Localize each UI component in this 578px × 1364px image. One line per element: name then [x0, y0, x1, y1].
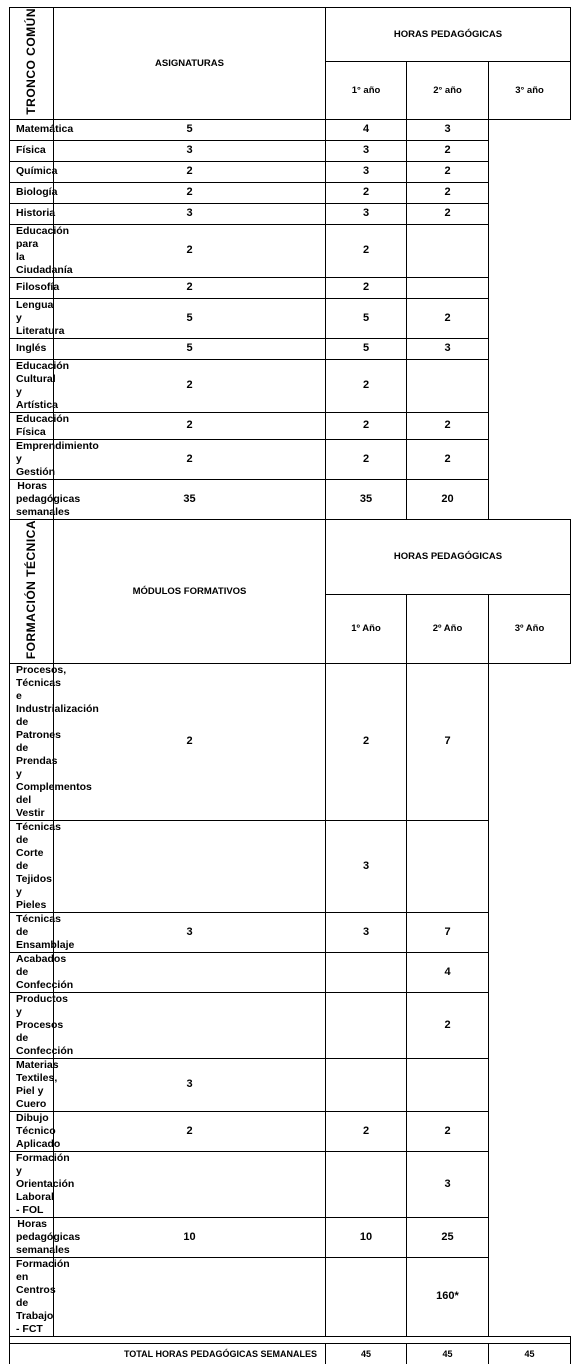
hours-value	[54, 992, 326, 1058]
hours-value	[407, 820, 489, 912]
year-header: 1° año	[326, 62, 407, 119]
hours-value: 5	[54, 119, 326, 140]
tronco-subject-rows	[10, 119, 571, 479]
hours-value: 2	[326, 277, 407, 298]
hours-value	[407, 224, 489, 277]
modules-header: MÓDULOS FORMATIVOS	[54, 519, 326, 663]
hours-value	[407, 277, 489, 298]
hours-value	[407, 1058, 489, 1111]
hours-value: 2	[54, 663, 326, 820]
hours-value: 3	[54, 912, 326, 952]
subject-name: Productos y Procesos de Confección	[10, 992, 54, 1058]
subject-name: Filosofía	[10, 277, 54, 298]
tronco-total-row	[10, 479, 571, 519]
tronco-total-label: Horas pedagógicas semanales	[10, 479, 54, 519]
tronco-side-label: TRONCO COMÚN	[24, 8, 38, 115]
tecnica-total-value: 10	[54, 1217, 326, 1257]
fct-label: Formación en Centros de Trabajo - FCT	[10, 1257, 54, 1336]
hours-value: 5	[326, 298, 407, 338]
table-row	[10, 663, 571, 820]
tronco-total-value: 35	[54, 479, 326, 519]
hours-value: 2	[407, 182, 489, 203]
hours-value: 2	[326, 1111, 407, 1151]
subject-name: Inglés	[10, 338, 54, 359]
hours-value: 3	[326, 161, 407, 182]
table-row	[10, 140, 571, 161]
subject-name: Educación Cultural y Artística	[10, 359, 54, 412]
table-row	[10, 820, 571, 912]
fct-value	[54, 1257, 326, 1336]
tecnica-side-label: FORMACIÓN TÉCNICA	[24, 519, 38, 659]
tecnica-module-rows	[10, 663, 571, 1217]
subject-name: Educación para la Ciudadanía	[10, 224, 54, 277]
subject-name: Física	[10, 140, 54, 161]
hours-value: 2	[54, 359, 326, 412]
year-header: 3° año	[489, 62, 571, 119]
subject-name: Biología	[10, 182, 54, 203]
hours-value: 2	[407, 992, 489, 1058]
table-row	[10, 439, 571, 479]
hours-value	[326, 1151, 407, 1217]
hours-value: 2	[326, 182, 407, 203]
hours-value	[326, 992, 407, 1058]
table-row	[10, 952, 571, 992]
subject-name: Lengua y Literatura	[10, 298, 54, 338]
tecnica-total-row	[10, 1217, 571, 1257]
tronco-total-value: 35	[326, 479, 407, 519]
subject-name: Técnicas de Ensamblaje	[10, 912, 54, 952]
hours-value: 2	[407, 298, 489, 338]
fct-row	[10, 1257, 571, 1336]
hours-value: 7	[407, 912, 489, 952]
subject-name: Educación Física	[10, 412, 54, 439]
table-row	[10, 1058, 571, 1111]
hours-value: 2	[54, 277, 326, 298]
table-row	[10, 119, 571, 140]
subject-name: Técnicas de Corte de Tejidos y Pieles	[10, 820, 54, 912]
hours-value: 2	[407, 412, 489, 439]
tecnica-side-cell	[10, 519, 54, 663]
hours-value: 2	[326, 663, 407, 820]
spacer-row	[10, 1336, 571, 1343]
fct-value	[326, 1257, 407, 1336]
hours-value: 3	[407, 338, 489, 359]
hours-value: 2	[54, 439, 326, 479]
table-row	[10, 359, 571, 412]
hours-value: 3	[326, 912, 407, 952]
hours-value: 3	[407, 1151, 489, 1217]
table-row	[10, 203, 571, 224]
hours-value: 2	[54, 161, 326, 182]
hours-value: 5	[54, 298, 326, 338]
tronco-side-cell	[10, 8, 54, 120]
hours-value: 2	[54, 412, 326, 439]
hours-value: 4	[407, 952, 489, 992]
hours-value: 3	[326, 140, 407, 161]
hours-value: 5	[326, 338, 407, 359]
hours-value: 7	[407, 663, 489, 820]
table-row	[10, 161, 571, 182]
hours-value	[326, 952, 407, 992]
table-row	[10, 277, 571, 298]
hours-value: 3	[54, 1058, 326, 1111]
subject-name: Acabados de Confección	[10, 952, 54, 992]
hours-value: 2	[326, 412, 407, 439]
table-row	[10, 182, 571, 203]
hours-value: 3	[54, 140, 326, 161]
year-header: 3º Año	[489, 595, 571, 664]
grand-total-value: 45	[326, 1343, 407, 1364]
hours-value: 2	[326, 359, 407, 412]
hours-value: 4	[326, 119, 407, 140]
hours-value	[54, 952, 326, 992]
hours-value: 2	[407, 140, 489, 161]
table-row	[10, 912, 571, 952]
tronco-total-value: 20	[407, 479, 489, 519]
hours-value	[54, 1151, 326, 1217]
subject-name: Dibujo Técnico Aplicado	[10, 1111, 54, 1151]
table-row	[10, 992, 571, 1058]
curriculum-table	[9, 7, 571, 1364]
fct-value: 160*	[407, 1257, 489, 1336]
hours-value: 2	[54, 182, 326, 203]
grand-total-label: TOTAL HORAS PEDAGÓGICAS SEMANALES	[10, 1343, 326, 1364]
hours-value	[54, 820, 326, 912]
hours-value: 5	[54, 338, 326, 359]
subject-name: Materias Textiles, Piel y Cuero	[10, 1058, 54, 1111]
hours-value: 3	[326, 820, 407, 912]
hours-value: 2	[54, 1111, 326, 1151]
hours-value: 2	[326, 224, 407, 277]
table-row	[10, 1151, 571, 1217]
hours-value: 3	[326, 203, 407, 224]
subject-name: Matemática	[10, 119, 54, 140]
hours-value: 2	[407, 203, 489, 224]
hours-value: 3	[407, 119, 489, 140]
tecnica-total-value: 25	[407, 1217, 489, 1257]
year-header: 2° año	[407, 62, 489, 119]
hours-value: 2	[54, 224, 326, 277]
year-header: 2º Año	[407, 595, 489, 664]
subjects-header: ASIGNATURAS	[54, 8, 326, 120]
hours-value: 3	[54, 203, 326, 224]
table-row	[10, 224, 571, 277]
table-row	[10, 338, 571, 359]
table-row	[10, 1111, 571, 1151]
hours-value: 2	[407, 161, 489, 182]
tronco-hours-header: HORAS PEDAGÓGICAS	[326, 8, 571, 62]
subject-name: Historia	[10, 203, 54, 224]
tecnica-total-label: Horas pedagógicas semanales	[10, 1217, 54, 1257]
tecnica-hours-header: HORAS PEDAGÓGICAS	[326, 519, 571, 594]
hours-value: 2	[407, 439, 489, 479]
subject-name: Formación y Orientación Laboral - FOL	[10, 1151, 54, 1217]
subject-name: Emprendimiento y Gestión	[10, 439, 54, 479]
subject-name: Química	[10, 161, 54, 182]
table-row	[10, 298, 571, 338]
year-header: 1º Año	[326, 595, 407, 664]
curriculum-table-document	[9, 7, 570, 1364]
tecnica-total-value: 10	[326, 1217, 407, 1257]
hours-value	[407, 359, 489, 412]
subject-name: Procesos, Técnicas e Industrialización de Patrones de Prendas y Complementos del Vestir	[10, 663, 54, 820]
grand-total-value: 45	[489, 1343, 571, 1364]
hours-value: 2	[326, 439, 407, 479]
hours-value	[326, 1058, 407, 1111]
grand-total-row	[10, 1343, 571, 1364]
table-row	[10, 412, 571, 439]
grand-total-value: 45	[407, 1343, 489, 1364]
hours-value: 2	[407, 1111, 489, 1151]
